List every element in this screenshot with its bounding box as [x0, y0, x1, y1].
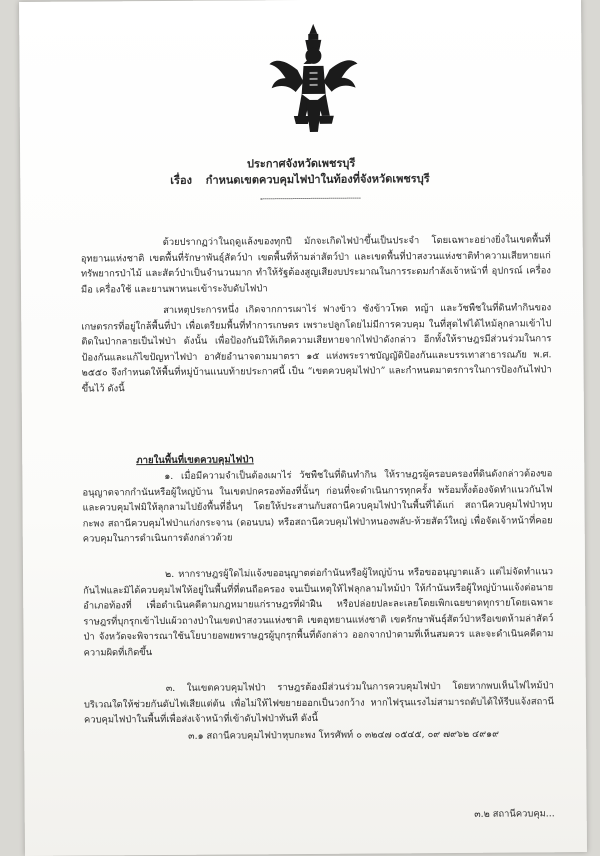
measure-item-2: ๒. หากราษฎรผู้ใดไม่แจ้งขออนุญาตต่อกำนันหรือผู้ใหญ่บ้าน หรือขออนุญาตแล้ว แต่ไม่จัดทำแนวกันไฟและมิได้ควบคุมไฟให้อยู่ในพื้นที่ที่ตนถือครอง จนเป็นเหตุให้ไฟลุกลามไหม้ป่า ให้กำนันหรือผู้ใหญ่บ้านแจ้งต่อนายอำเภอท้องที่ เพื่อดำเนินคดีตามกฎหมายแก่ราษฎรที่ฝ่าฝืน หรือปล่อยปละละเลยโดยเพิกเฉยขาดทุกรายโดยเฉพาะราษฎรที่บุกรุกเข้าไปแผ้วถางป่าในเขตป่าสงวนแห่งชาติ เขตอุทยานแห่งชาติ เขตรักษาพันธุ์สัตว์ป่าหรือเขตห้ามล่าสัตว์ป่า จังหวัดจะพิจารณาใช้นโยบายอพยพราษฎรผู้บุกรุกพื้นที่ดังกล่าว ออกจากป่าตามที่เห็นสมควร และจะดำเนินคดีตามความผิดที่เกิดขึ้น	[83, 566, 554, 659]
subject-text: กำหนดเขตควบคุมไฟป่าในท้องที่จังหวัดเพชรบุรี	[205, 172, 430, 187]
section-heading: ภายในพื้นที่เขตควบคุมไฟป่า	[136, 454, 254, 467]
document-subject	[170, 169, 439, 189]
measure-item-1: ๑. เมื่อมีความจำเป็นต้องเผาไร่ วัชพืชในที่ดินทำกิน ให้ราษฎรผู้ครอบครองที่ดินดังกล่าวต้องขออนุญาตจากกำนันหรือผู้ใหญ่บ้าน ในเขตปกครองท้องที่นั้นๆ ก่อนที่จะดำเนินการทุกครั้ง พร้อมทั้งต้องจัดทำแนวกันไฟ และควบคุมไฟมิให้ลุกลามไปยังพื้นที่อื่นๆ โดยให้ประสานกับสถานีควบคุมไฟป่าในพื้นที่ได้แก่ สถานีควบคุมไฟป่าหุบกะพง สถานีควบคุมไฟป่าแก่งกระจาน (ดอนบน) หรือสถานีควบคุมไฟป่าหนองพลับ-ห้วยสัตว์ใหญ่ เพื่อจัดเจ้าหน้าที่คอยควบคุมในการดำเนินการดังกล่าวด้วย	[82, 468, 553, 545]
dotted-divider	[260, 198, 360, 200]
document-page	[19, 0, 587, 856]
garuda-emblem-icon	[267, 20, 360, 141]
paragraph-intro: ด้วยปรากฏว่าในฤดูแล้งของทุกปี มักจะเกิดไฟป่าขึ้นเป็นประจำ โดยเฉพาะอย่างยิ่งในเขตพื้นที่อุทยานแห่งชาติ เขตพื้นที่รักษาพันธุ์สัตว์ป่า เขตพื้นที่ห้ามล่าสัตว์ป่า และเขตพื้นที่ป่าสงวนแห่งชาติทำความเสียหายแก่ทรัพยากรป่าไม้ และสัตว์ป่าเป็นจำนวนมาก ทำให้รัฐต้องสูญเสียงบประมาณในการระดมกำลังเจ้าหน้าที่ อุปกรณ์ เครื่องมือ เครื่องใช้ และยานพาหนะเข้าระงับดับไฟป่า	[80, 234, 551, 296]
subject-label: เรื่อง	[170, 173, 192, 187]
measure-item-3: ๓. ในเขตควบคุมไฟป่า ราษฎรต้องมีส่วนร่วมในการควบคุมไฟป่า โดยหากพบเห็นไฟไหม้ป่าบริเวณใดให้ช่วยกันดับไฟเสียแต่ต้น เพื่อไม่ให้ไฟขยายออกเป็นวงกว้าง หากไฟรุนแรงไม่สามารถดับได้ให้รีบแจ้งสถานีควบคุมไฟป่าในพื้นที่เพื่อส่งเจ้าหน้าที่เข้าดับไฟป่าทันที ดังนี้	[83, 680, 554, 726]
continuation-note: ๓.๒ สถานีควบคุม...	[474, 808, 555, 820]
paragraph-cause: สาเหตุประการหนึ่ง เกิดจากการเผาไร่ ฟางข้าว ซังข้าวโพด หญ้า และวัชพืชในที่ดินทำกินของเกษตรกรที่อยู่ใกล้พื้นที่ป่า เพื่อเตรียมพื้นที่ทำการเกษตร เพราะปลูกโดยไม่มีการควบคุม ในที่สุดไฟได้ไหม้ลุกลามเข้าไปติดในป่ากลายเป็นไฟป่า ดังนั้น เพื่อป้องกันมิให้เกิดความเสียหายจากไฟป่าดังกล่าว อีกทั้งให้ราษฎรมีส่วนร่วมในการป้องกันและแก้ไขปัญหาไฟป่า อาศัยอำนาจตามมาตรา ๑๕ แห่งพระราชบัญญัติป้องกันและบรรเทาสาธารณภัย พ.ศ. ๒๕๕๐ จึงกำหนดให้พื้นที่หมู่บ้านแนบท้ายประกาศนี้ เป็น “เขตควบคุมไฟป่า” และกำหนดมาตรการในการป้องกันไฟป่าขึ้นไว้ ดังนี้	[81, 302, 552, 395]
measure-item-3-1: ๓.๑ สถานีควบคุมไฟป่าหุบกะพง โทรศัพท์ ๐ ๓๒๔๗ ๐๕๔๕, ๐๙ ๗๙๖๒ ๔๙๑๙	[188, 728, 499, 742]
document-title: ประกาศจังหวัดเพชรบุรี	[246, 156, 356, 171]
